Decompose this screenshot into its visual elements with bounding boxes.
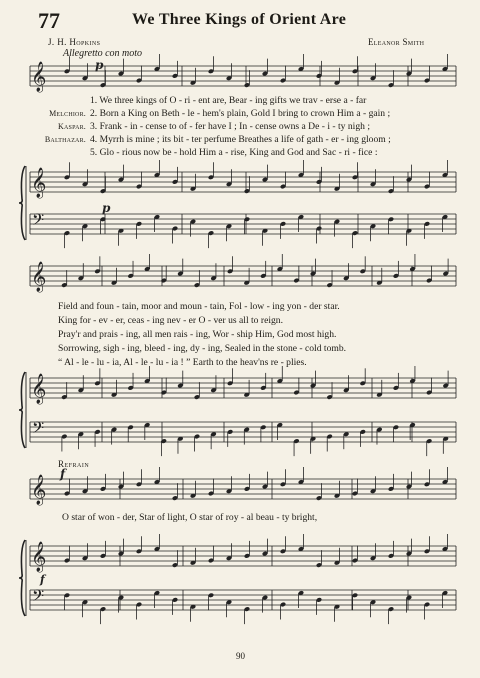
- system-brace: [19, 372, 25, 448]
- dynamic-marking: p: [102, 201, 111, 215]
- hymn-title: We Three Kings of Orient Are: [132, 11, 347, 28]
- lyric-line: Sorrowing, sigh - ing, bleed - ing, dy - ing, Sealed in the stone - cold tomb.: [58, 343, 347, 354]
- treble-clef: 𝄞: [31, 62, 47, 92]
- lyric-line: “ Al - le - lu - ia, Al - le - lu - ia ! ” Earth to the heav'ns re - plies.: [58, 357, 307, 368]
- verse-line: [30, 121, 370, 132]
- verse-text: 2. Born a King on Beth - le - hem's plain, Gold I bring to crown Him a - gain ;: [90, 108, 391, 119]
- bass-clef: 𝄢: [32, 587, 45, 609]
- treble-clef: 𝄞: [31, 168, 47, 198]
- verse-text: 4. Myrrh is mine ; its bit - ter perfume Breathes a life of gath - er - ing gloom ;: [90, 134, 391, 145]
- bass-clef: 𝄢: [32, 211, 45, 233]
- bass-clef: 𝄢: [32, 419, 45, 441]
- verse-label: Balthazar.: [44, 135, 86, 144]
- refrain-lyrics: O star of won - der, Star of light, O star of roy - al beau - ty bright,: [62, 512, 318, 523]
- verse-line: [30, 134, 391, 145]
- composer-name: Eleanor Smith: [368, 37, 425, 47]
- verse-text: 1. We three kings of O - ri - ent are, Bear - ing gifts we trav - erse a - far: [90, 95, 367, 106]
- treble-clef: 𝄞: [31, 475, 47, 505]
- verse-label: Kaspar.: [58, 122, 86, 131]
- lyric-line: Field and foun - tain, moor and moun - tain, Fol - low - ing yon - der star.: [58, 301, 340, 312]
- hymn-number: 77: [38, 8, 60, 33]
- verse-text: 3. Frank - in - cense to of - fer have I ; In - cense owns a De - i - ty nigh ;: [90, 121, 370, 132]
- verse-line: [30, 95, 366, 106]
- tempo-marking: Allegretto con moto: [63, 48, 143, 59]
- dynamic-marking: p: [95, 58, 104, 72]
- system-brace: [19, 166, 25, 240]
- treble-clef: 𝄞: [31, 542, 47, 572]
- dynamic-marking: f: [40, 573, 45, 586]
- page-number: 90: [236, 651, 245, 661]
- refrain-label: Refrain: [58, 459, 90, 469]
- author-name: J. H. Hopkins: [48, 37, 101, 47]
- lyric-line: King for - ev - er, ceas - ing nev - er O - ver us all to reign.: [58, 315, 283, 326]
- treble-clef: 𝄞: [31, 374, 47, 404]
- verse-text: 5. Glo - rious now be - hold Him a - rise, King and God and Sac - ri - fice :: [90, 147, 378, 158]
- system-brace: [19, 540, 25, 616]
- verse-label: Melchior.: [49, 109, 86, 118]
- treble-clef: 𝄞: [31, 262, 47, 292]
- verse-line: [30, 147, 377, 158]
- verse-line: [30, 108, 390, 119]
- lyric-line: Pray'r and prais - ing, all men rais - ing, Wor - ship Him, God most high.: [58, 329, 337, 340]
- dynamic-marking: f: [60, 467, 66, 481]
